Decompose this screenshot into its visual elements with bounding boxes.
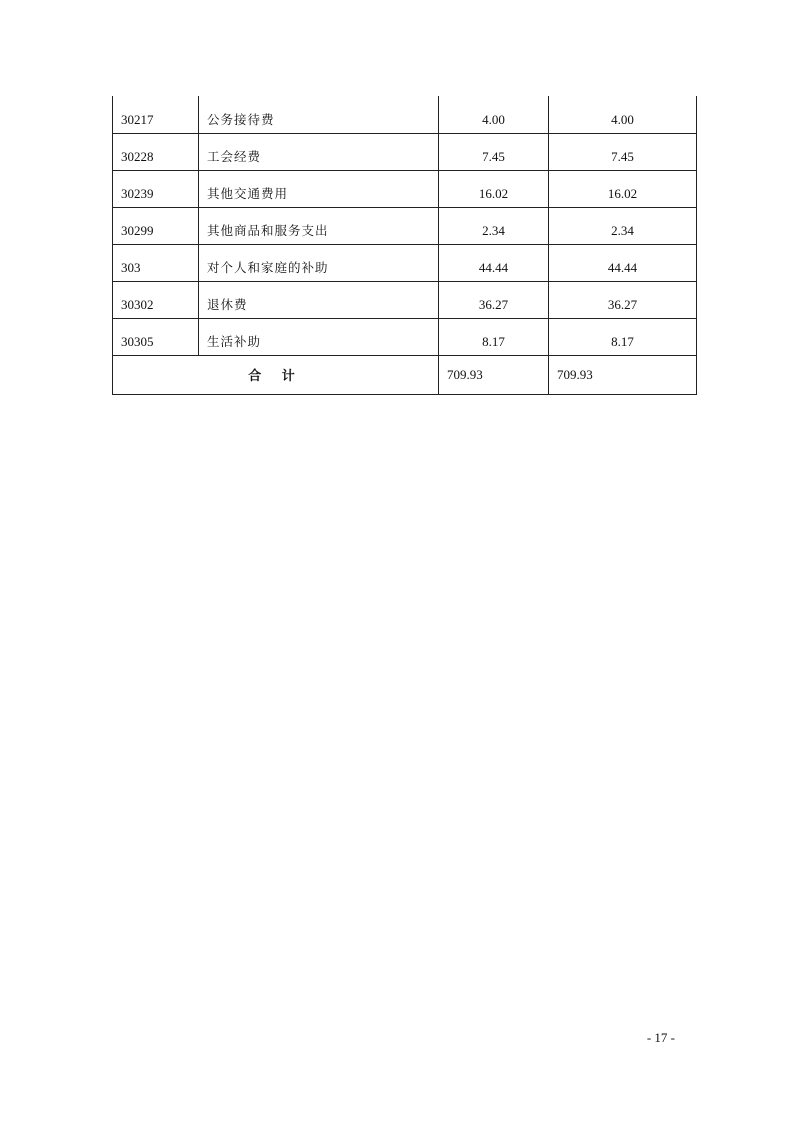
- page-number: - 17 -: [646, 1030, 675, 1045]
- row-value-a: 8.17: [439, 318, 549, 355]
- table-row: [113, 318, 697, 355]
- row-name: 其他交通费用: [199, 170, 439, 207]
- table-row: [113, 96, 697, 133]
- row-code: 30299: [113, 207, 199, 244]
- total-label: 合 计: [113, 355, 439, 394]
- total-value-b: 709.93: [549, 355, 697, 394]
- row-code: 30305: [113, 318, 199, 355]
- row-value-b: 4.00: [549, 96, 697, 133]
- row-name: 对个人和家庭的补助: [199, 244, 439, 281]
- row-code: 303: [113, 244, 199, 281]
- row-value-b: 7.45: [549, 133, 697, 170]
- row-name: 公务接待费: [199, 96, 439, 133]
- row-name: 工会经费: [199, 133, 439, 170]
- row-value-a: 16.02: [439, 170, 549, 207]
- row-value-b: 16.02: [549, 170, 697, 207]
- row-value-b: 8.17: [549, 318, 697, 355]
- row-value-b: 2.34: [549, 207, 697, 244]
- row-name: 生活补助: [199, 318, 439, 355]
- total-value-a: 709.93: [439, 355, 549, 394]
- row-code: 30239: [113, 170, 199, 207]
- row-code: 30217: [113, 96, 199, 133]
- total-row: [113, 355, 697, 394]
- row-value-a: 7.45: [439, 133, 549, 170]
- row-value-b: 36.27: [549, 281, 697, 318]
- row-name: 退休费: [199, 281, 439, 318]
- row-value-a: 2.34: [439, 207, 549, 244]
- row-value-b: 44.44: [549, 244, 697, 281]
- budget-table: [112, 96, 697, 395]
- row-name: 其他商品和服务支出: [199, 207, 439, 244]
- row-code: 30228: [113, 133, 199, 170]
- table-row: [113, 244, 697, 281]
- table-row: [113, 170, 697, 207]
- row-value-a: 4.00: [439, 96, 549, 133]
- table-row: [113, 133, 697, 170]
- row-value-a: 36.27: [439, 281, 549, 318]
- table-row: [113, 207, 697, 244]
- row-value-a: 44.44: [439, 244, 549, 281]
- table-row: [113, 281, 697, 318]
- row-code: 30302: [113, 281, 199, 318]
